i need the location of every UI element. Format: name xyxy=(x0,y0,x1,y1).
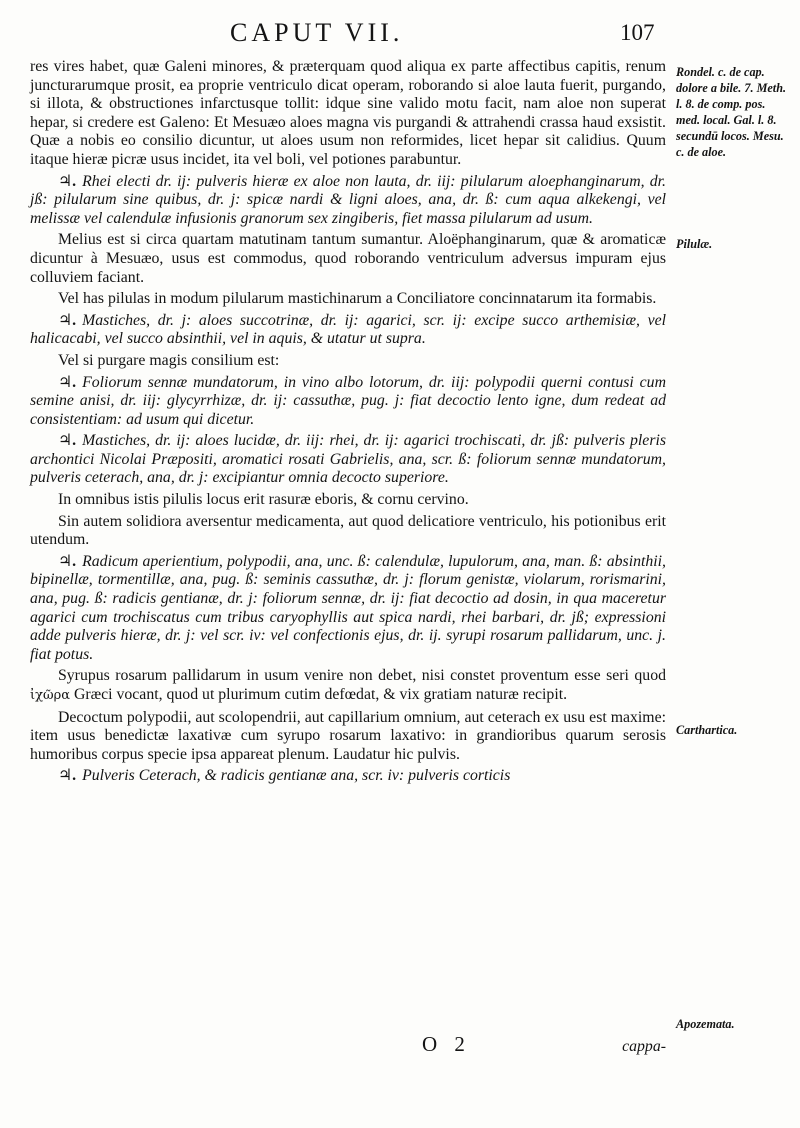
paragraph: Decoctum polypodii, aut scolopendrii, aut capillarium omnium, aut ceterach ex usu est maxime: item usus benedictæ laxativæ cum syrupo rosarum laxativo: in grandioribus quarum serosis humoribus corpus specie ipsa appareat plenum. Laudatur hic pulvis. xyxy=(30,708,666,763)
paragraph-text: Græci vocant, quod ut plurimum cutim defœdat, & vix gratiam naturæ recipit. xyxy=(70,686,568,703)
catchword: cappa- xyxy=(622,1038,666,1055)
running-head: CAPUT VII. xyxy=(230,18,404,47)
recipe-symbol: ♃. xyxy=(58,767,77,785)
prescription xyxy=(30,312,666,349)
margin-note-apozemata: Apozemata. xyxy=(676,1017,735,1031)
main-text xyxy=(30,58,666,789)
paragraph: res vires habet, quæ Galeni minores, & præterquam quod aliqua ex parte affectibus capitis, renum juncturarumque prosit, ea proprie ventriculo dicat operam, roborando si aloe lauta fuerit, purgando, si illota, & obstructiones infarctusque tollit: idque sine valido motu facit, nam aloe non superat hepar, si credere est Galeno: Et Mesuæo aloes magna vis purgandi & attrahendi crassa haud exsistit. Quæ a nobis eo consilio dicuntur, ut aloes usum non reformides, licet hepar sit calidius. Quum itaque hieræ picræ usus incidet, ita vel boli, vel potiones parabuntur. xyxy=(30,58,666,168)
paragraph: Vel has pilulas in modum pilularum mastichinarum a Conciliatore concinnatarum ita formabis. xyxy=(58,290,657,308)
recipe-symbol: ♃. xyxy=(58,172,77,190)
page-header xyxy=(0,18,800,52)
prescription xyxy=(30,767,666,786)
paragraph: Sin autem solidiora aversentur medicamenta, aut quod delicatiore ventriculo, his potionibus erit utendum. xyxy=(30,512,666,549)
page-number: 107 xyxy=(620,20,655,45)
recipe-symbol: ♃. xyxy=(58,552,77,570)
paragraph: In omnibus istis pilulis locus erit rasuræ eboris, & cornu cervino. xyxy=(58,491,469,509)
prescription-text: Radicum aperientium, polypodii, ana, unc. ß: calendulæ, lupulorum, ana, man. ß: absinthii, bipinellæ, tormentillæ, ana, pug. ß: seminis cassuthæ, dr. j: florum genistæ, violarum, rorismarini, ana, pug. ß: radicis gentianæ, dr. j: foliorum sennæ, dr. ij: fiat decoctio ad dosin, in qua maceretur agarici cum trochiscatus cum tribus caryophyllis aut spica nardi, rhei barbari, dr. jß; expressioni adde pulveris hieræ, dr. j: vel scr. iv: vel confectionis ejus, dr. ij. syrupi rosarum pallidarum, unc. j. fiat potus. xyxy=(30,552,666,663)
recipe-symbol: ♃. xyxy=(58,373,77,391)
paragraph xyxy=(30,667,666,705)
recipe-symbol: ♃. xyxy=(58,311,77,329)
prescription-text: Rhei electi dr. ij: pulveris hieræ ex aloe non lauta, dr. iij: pilularum aloephanginarum, dr. jß: pilularum sine quibus, dr. j: spicæ nardi & ligni aloes, ana, dr. ß: cum aqua alkekengi, vel melissæ vel calendulæ infusionis granorum sex zingiberis, fiet massa pilularum ad usum. xyxy=(30,172,666,227)
prescription-text: Mastiches, dr. j: aloes succotrinæ, dr. ij: agarici, scr. ij: excipe succo arthemisiæ, vel halicacabi, vel succo absinthii, vel in aquis, & utatur ut supra. xyxy=(30,311,666,348)
page-footer xyxy=(30,1032,666,1062)
paragraph: Melius est si circa quartam matutinam tantum sumantur. Aloëphanginarum, quæ & aromaticæ dicuntur à Mesuæo, usus est commodus, quod roborando ventriculum adversus impuram ejus colluviem faciant. xyxy=(30,231,666,286)
prescription-text: Mastiches, dr. ij: aloes lucidæ, dr. iij: rhei, dr. ij: agarici trochiscati, dr. jß: pulveris pleris archontici Nicolai Præpositi, aromatici rosati Gabrielis, ana, scr. ß: foliorum sennæ mundatorum, pulveris ceterach, ana, dr. j: excipiantur omnia decocto superiore. xyxy=(30,432,666,487)
prescription xyxy=(30,173,666,229)
signature-mark: O 2 xyxy=(422,1032,471,1056)
margin-note-pilulae: Pilulæ. xyxy=(676,237,713,251)
prescription xyxy=(30,432,666,488)
prescription-text: Pulveris Ceterach, & radicis gentianæ ana, scr. iv: pulveris corticis xyxy=(82,767,511,785)
greek-word: ἰχῶρα xyxy=(30,688,70,703)
margin-note-references: Rondel. c. de cap. dolore a bile. 7. Meth. l. 8. de comp. pos. med. local. Gal. l. 8. secundū locos. Mesu. c. de aloe. xyxy=(676,65,787,159)
paragraph-text: Syrupus rosarum pallidarum in usum venire non debet, nisi constet proventum esse seri quod xyxy=(58,667,666,685)
paragraph: Vel si purgare magis consilium est: xyxy=(58,351,280,369)
prescription-text: Foliorum sennæ mundatorum, in vino albo lotorum, dr. iij: polypodii querni contusi cum semine anisi, dr. iij: glycyrrhizæ, dr. ij: cassuthæ, pug. j: fiat decoctio lento igne, dum redeat ad consistentiam: ad usum qui dicetur. xyxy=(30,373,666,428)
prescription xyxy=(30,374,666,430)
recipe-symbol: ♃. xyxy=(58,432,77,450)
prescription xyxy=(30,553,666,665)
margin-note-carthartica: Carthartica. xyxy=(676,723,738,737)
